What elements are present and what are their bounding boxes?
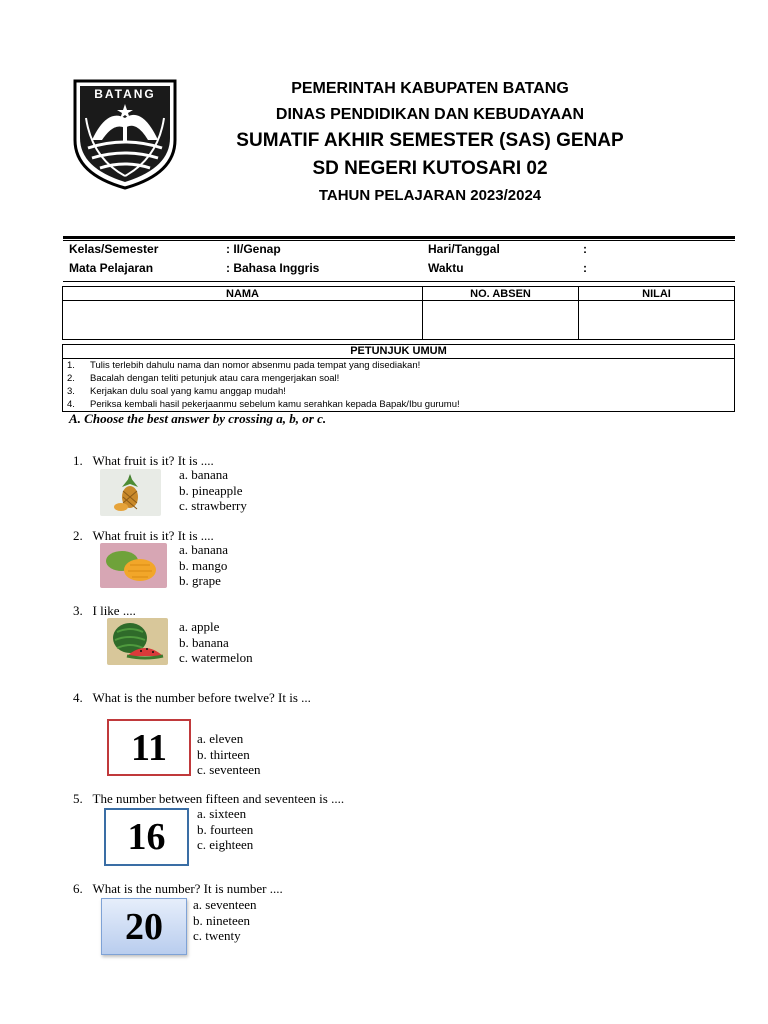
number-box-16: 16 (104, 808, 189, 866)
batang-regency-logo (72, 78, 178, 190)
question-4: 4. What is the number before twelve? It is ... (73, 690, 311, 705)
no-absen-header: NO. ABSEN (423, 287, 579, 301)
waktu-value: : (583, 261, 587, 275)
hari-value: : (583, 242, 587, 256)
option[interactable]: b. banana (179, 634, 229, 650)
pineapple-image (100, 469, 161, 516)
header-divider-thin (63, 240, 735, 241)
nilai-field[interactable] (579, 301, 735, 340)
instruction-item: 3. Kerjakan dulu soal yang kamu anggap mudah! (67, 386, 286, 397)
mapel-value: : Bahasa Inggris (226, 261, 320, 275)
option[interactable]: c. seventeen (197, 762, 261, 777)
option[interactable]: b. mango (179, 557, 228, 573)
question-3-options (179, 619, 253, 666)
logo-text: BATANG (94, 87, 156, 101)
hari-label: Hari/Tanggal (428, 242, 500, 256)
option[interactable]: c. eighteen (197, 837, 254, 852)
number-box-20: 20 (101, 898, 187, 955)
option[interactable]: c. strawberry (179, 498, 247, 513)
option[interactable]: c. twenty (193, 928, 241, 943)
instruction-item: 1. Tulis terlebih dahulu nama dan nomor absenmu pada tempat yang disediakan! (67, 360, 421, 371)
no-absen-field[interactable] (423, 301, 579, 340)
question-6-options (193, 897, 257, 944)
header-line-1: PEMERINTAH KABUPATEN BATANG (291, 80, 569, 97)
header-line-2: DINAS PENDIDIKAN DAN KEBUDAYAAN (275, 106, 585, 123)
question-3: 3. I like .... (73, 603, 136, 618)
instruction-item: 2. Bacalah dengan teliti petunjuk atau cara mengerjakan soal! (67, 373, 340, 384)
watermelon-image (107, 618, 168, 665)
mango-image (100, 543, 167, 588)
option[interactable]: a. banana (179, 467, 229, 482)
instructions-box (62, 344, 735, 412)
option[interactable]: b. grape (179, 573, 221, 588)
option[interactable]: a. banana (179, 542, 229, 557)
question-2-options (179, 542, 228, 589)
question-5: 5. The number between fifteen and seventeen is .... (73, 791, 345, 806)
question-6: 6. What is the number? It is number .... (73, 881, 283, 896)
student-identity-table (62, 286, 735, 340)
exam-title: SUMATIF AKHIR SEMESTER (SAS) GENAP (236, 130, 624, 151)
question-5-options (197, 806, 253, 853)
option[interactable]: c. watermelon (179, 650, 253, 665)
nama-field[interactable] (63, 301, 423, 340)
school-name: SD NEGERI KUTOSARI 02 (312, 158, 548, 179)
nilai-header: NILAI (579, 287, 735, 301)
question-1: 1. What fruit is it? It is .... (73, 453, 214, 468)
header-divider-thick (63, 236, 735, 239)
option[interactable]: b. thirteen (197, 746, 250, 762)
option[interactable]: b. pineapple (179, 482, 243, 498)
option[interactable]: b. nineteen (193, 912, 251, 928)
question-2: 2. What fruit is it? It is .... (73, 528, 214, 543)
mapel-label: Mata Pelajaran (69, 261, 154, 275)
kelas-label: Kelas/Semester (69, 242, 159, 256)
option[interactable]: b. fourteen (197, 821, 254, 837)
meta-divider (63, 281, 735, 282)
waktu-label: Waktu (428, 261, 464, 275)
option[interactable]: a. sixteen (197, 806, 247, 821)
instructions-title: PETUNJUK UMUM (63, 345, 734, 359)
question-4-options (197, 731, 261, 778)
option[interactable]: a. apple (179, 619, 220, 634)
academic-year: TAHUN PELAJARAN 2023/2024 (318, 187, 542, 204)
option[interactable]: a. seventeen (193, 897, 257, 912)
section-a-title: A. Choose the best answer by crossing a, b, or c. (69, 411, 327, 426)
nama-header: NAMA (63, 287, 423, 301)
number-box-11: 11 (107, 719, 191, 776)
kelas-value: : II/Genap (226, 242, 281, 256)
option[interactable]: a. eleven (197, 731, 244, 746)
question-1-options (179, 467, 247, 514)
instruction-item: 4. Periksa kembali hasil pekerjaanmu sebelum kamu serahkan kepada Bapak/Ibu gurumu! (67, 399, 460, 410)
